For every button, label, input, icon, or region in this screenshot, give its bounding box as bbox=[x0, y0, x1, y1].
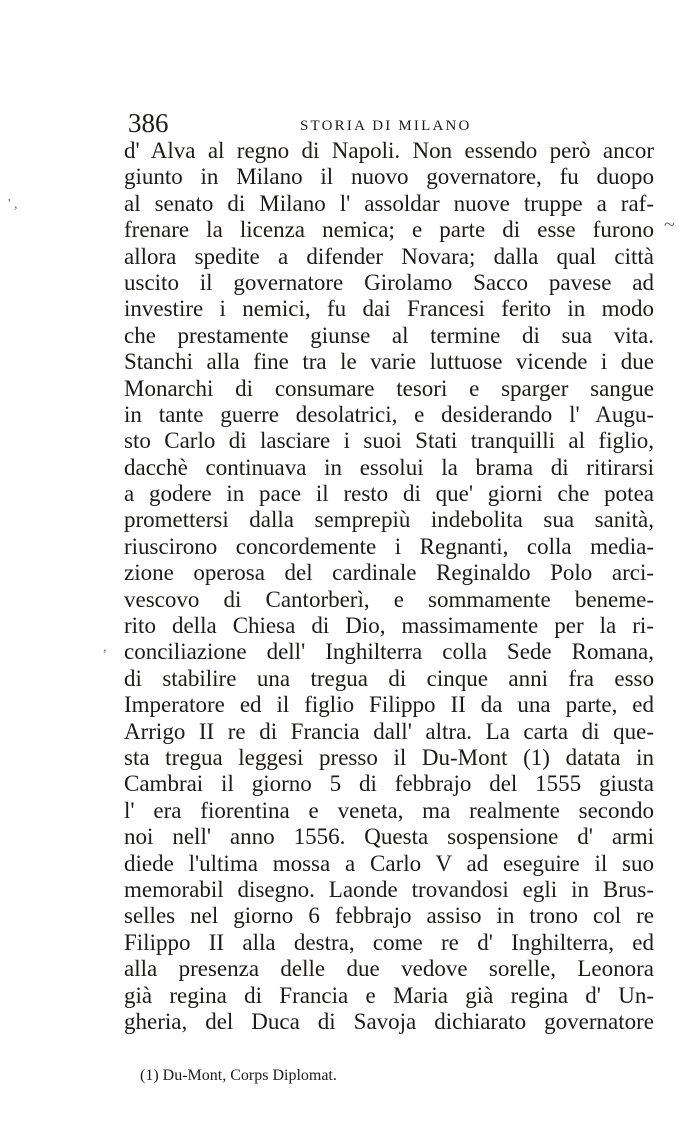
text-line: investire i nemici, fu dai Francesi ferito in modo bbox=[124, 296, 654, 322]
text-line: frenare la licenza nemica; e parte di esse furono bbox=[124, 217, 654, 243]
footnote: (1) Du-Mont, Corps Diplomat. bbox=[140, 1067, 337, 1084]
text-line: al senato di Milano l' assoldar nuove truppe a raf- bbox=[124, 190, 654, 216]
body-text bbox=[124, 138, 654, 1035]
margin-mark: ~ bbox=[664, 214, 675, 236]
text-line: l' era fiorentina e veneta, ma realmente secondo bbox=[124, 797, 654, 823]
text-line: sto Carlo di lasciare i suoi Stati tranquilli al figlio, bbox=[124, 428, 654, 454]
text-line: d' Alva al regno di Napoli. Non essendo però ancor bbox=[124, 138, 654, 163]
text-line: che prestamente giunse al termine di sua vita. bbox=[124, 322, 654, 348]
text-line: a godere in pace il resto di que' giorni che potea bbox=[124, 481, 654, 507]
text-line: Monarchi di consumare tesori e sparger sangue bbox=[124, 375, 654, 401]
page-number: 386 bbox=[128, 108, 169, 138]
text-line: uscito il governatore Girolamo Sacco pavese ad bbox=[124, 269, 654, 295]
text-line: zione operosa del cardinale Reginaldo Polo arci- bbox=[124, 560, 654, 586]
running-head: STORIA DI MILANO bbox=[300, 118, 472, 134]
text-line: dacchè continuava in essolui la brama di ritirarsi bbox=[124, 454, 654, 480]
text-line: memorabil disegno. Laonde trovandosi egli in Brus- bbox=[124, 876, 654, 902]
text-line: conciliazione dell' Inghilterra colla Sede Romana, bbox=[124, 639, 654, 665]
text-line: diede l'ultima mossa a Carlo V ad eseguire il suo bbox=[124, 850, 654, 876]
text-line: Stanchi alla fine tra le varie luttuose vicende i due bbox=[124, 349, 654, 375]
text-line: noi nell' anno 1556. Questa sospensione d' armi bbox=[124, 824, 654, 850]
text-line: Cambrai il giorno 5 di febbrajo del 1555 giusta bbox=[124, 771, 654, 797]
text-line: rito della Chiesa di Dio, massimamente per la ri- bbox=[124, 613, 654, 639]
page-header bbox=[128, 106, 652, 138]
text-line: Filippo II alla destra, come re d' Inghilterra, ed bbox=[124, 929, 654, 955]
text-line: sta tregua leggesi presso il Du-Mont (1) datata in bbox=[124, 744, 654, 770]
text-line: selles nel giorno 6 febbrajo assiso in trono col re bbox=[124, 903, 654, 929]
text-line: promettersi dalla semprepiù indebolita sua sanità, bbox=[124, 507, 654, 533]
text-line: giunto in Milano il nuovo governatore, fu duopo bbox=[124, 164, 654, 190]
text-line: allora spedite a difender Novara; dalla qual città bbox=[124, 243, 654, 269]
text-line: riuscirono concordemente i Regnanti, colla media- bbox=[124, 533, 654, 559]
text-line: alla presenza delle due vedove sorelle, Leonora bbox=[124, 956, 654, 982]
margin-mark: , bbox=[103, 640, 107, 655]
text-line: in tante guerre desolatrici, e desiderando l' Augu- bbox=[124, 401, 654, 427]
text-line: vescovo di Cantorberì, e sommamente beneme- bbox=[124, 586, 654, 612]
text-line: già regina di Francia e Maria già regina d' Un- bbox=[124, 982, 654, 1008]
text-line: Imperatore ed il figlio Filippo II da una parte, ed bbox=[124, 692, 654, 718]
text-line: Arrigo II re di Francia dall' altra. La carta di que- bbox=[124, 718, 654, 744]
text-line: gheria, del Duca di Savoja dichiarato governatore bbox=[124, 1008, 654, 1034]
margin-mark: ' , bbox=[8, 197, 18, 212]
text-line: di stabilire una tregua di cinque anni fra esso bbox=[124, 665, 654, 691]
